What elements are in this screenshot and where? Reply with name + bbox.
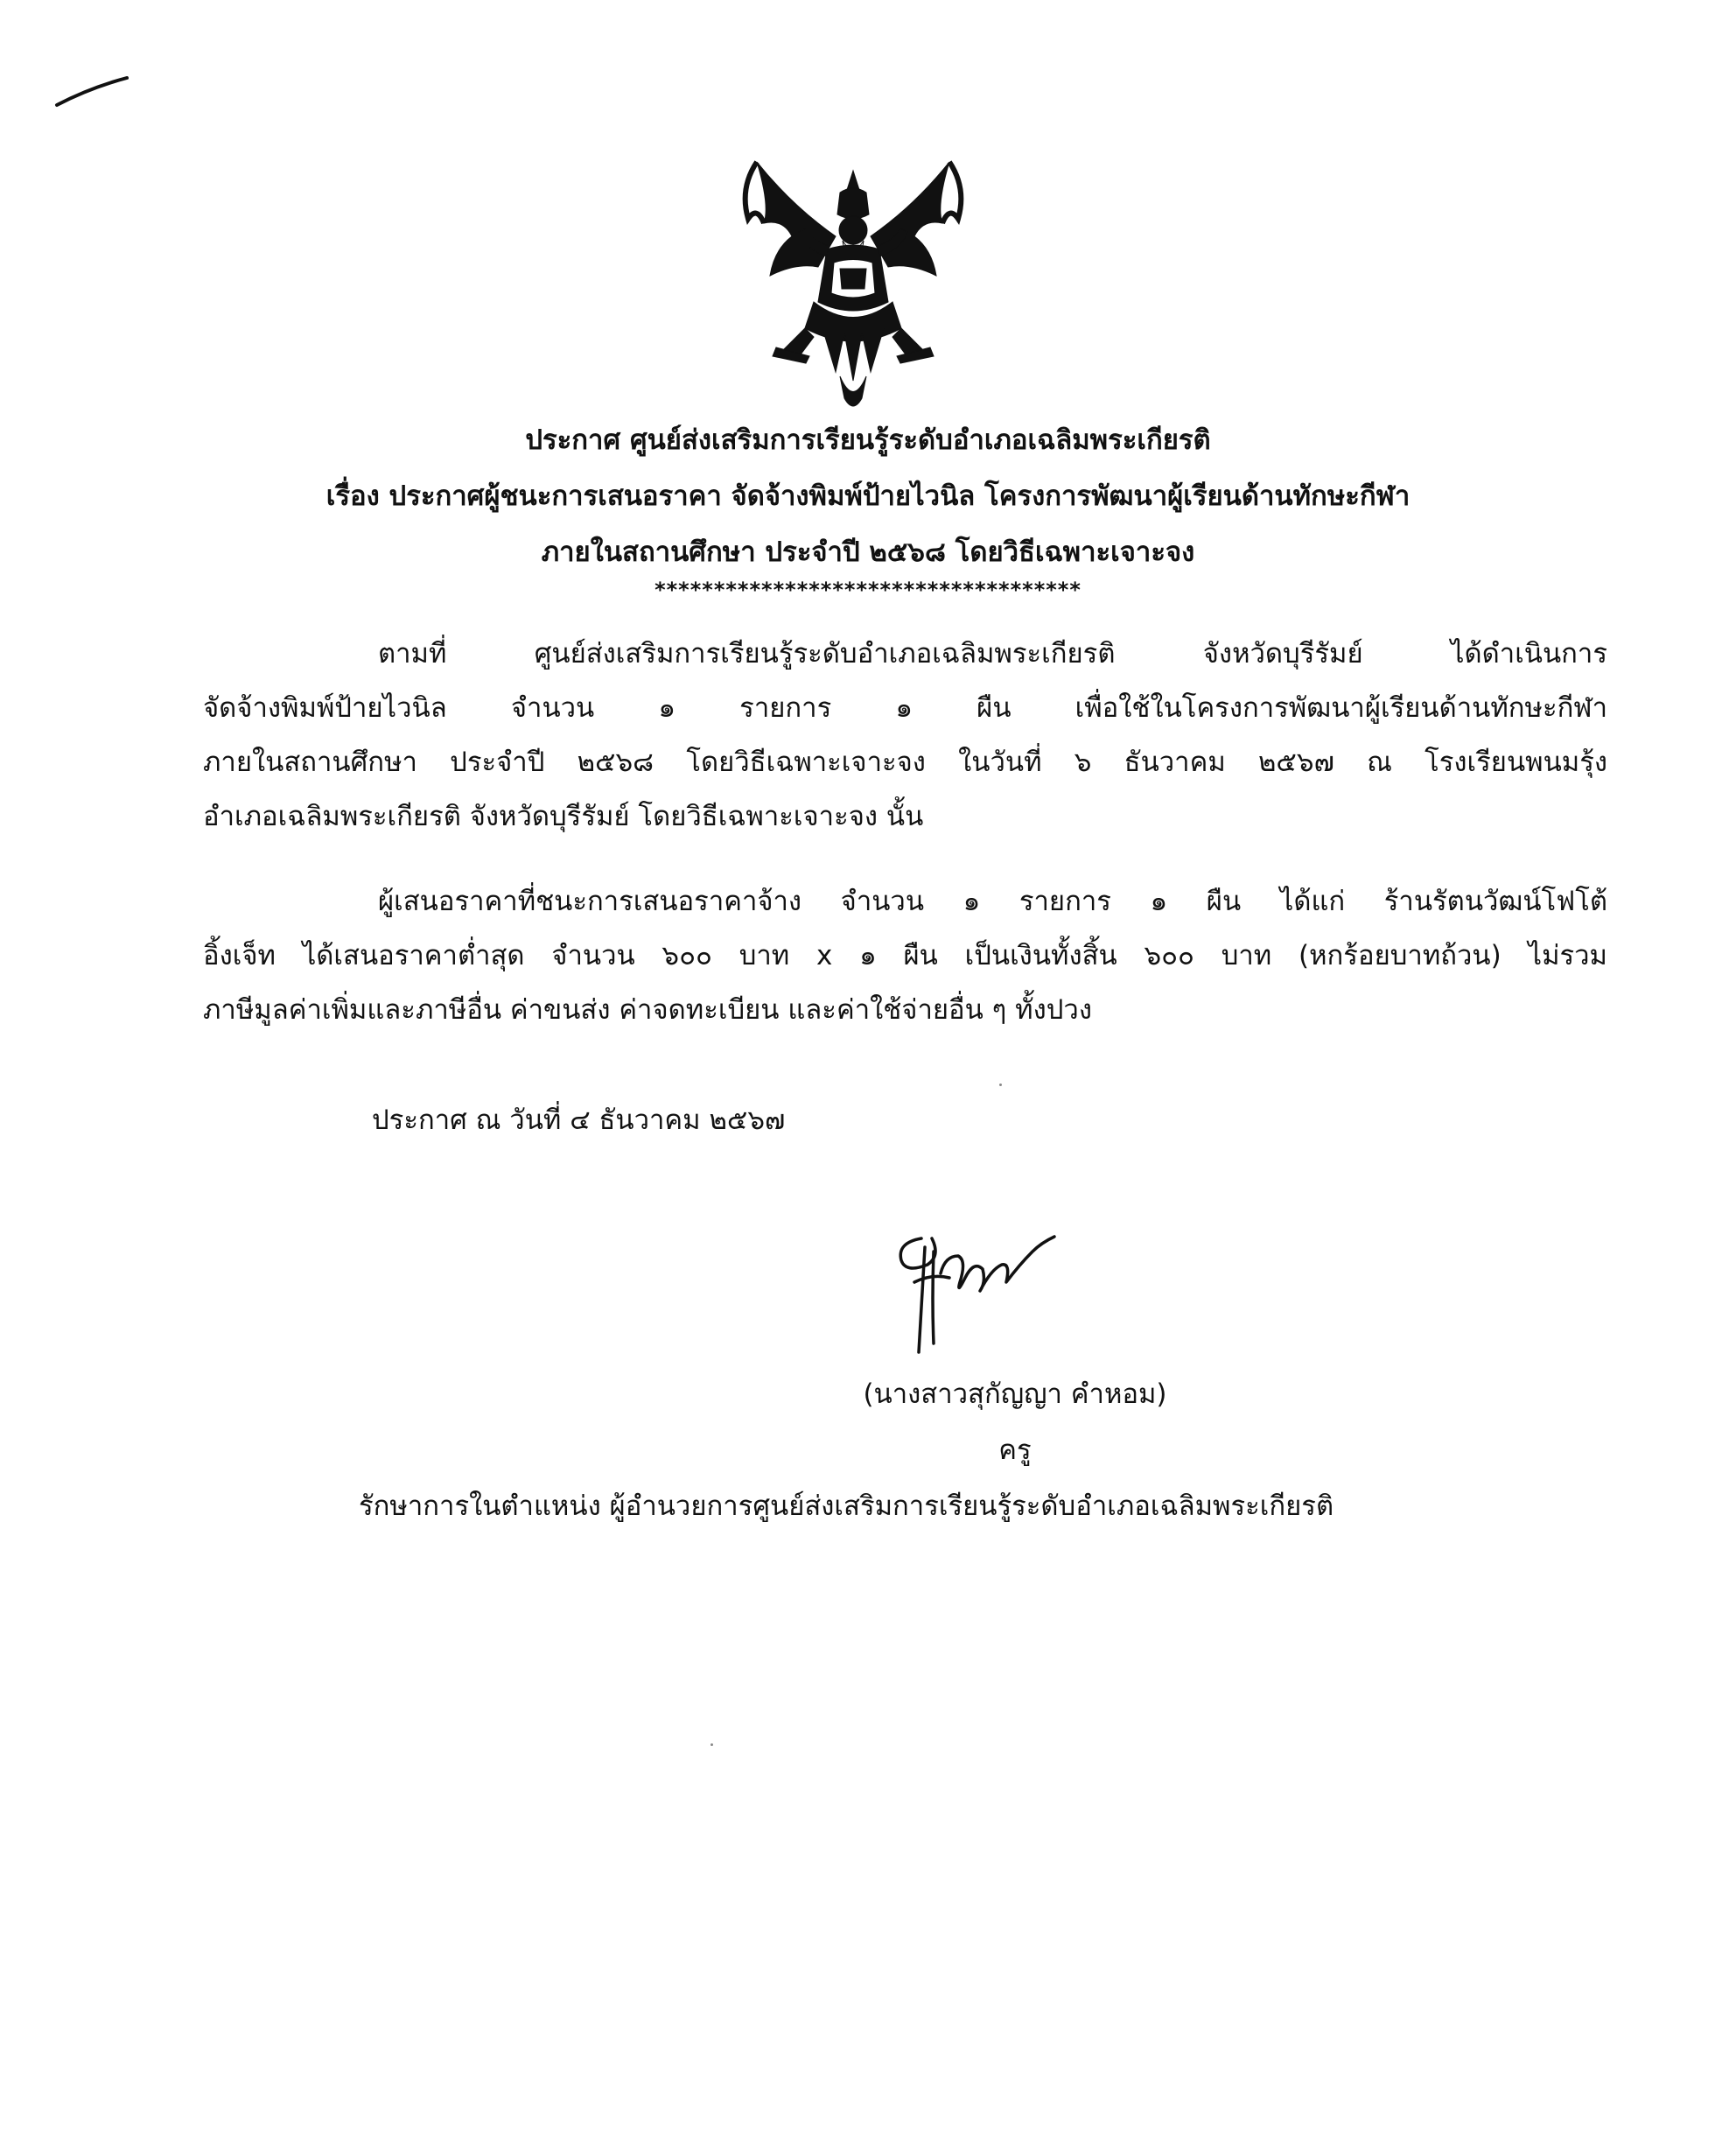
signatory-role: รักษาการในตำแหน่ง ผู้อำนวยการศูนย์ส่งเสริมการเรียนรู้ระดับอำเภอเฉลิมพระเกียรติ bbox=[359, 1490, 1334, 1522]
paragraph-line: ภายในสถานศึกษา ประจำปี ๒๕๖๘ โดยวิธีเฉพาะเจาะจง ในวันที่ ๖ ธันวาคม ๒๕๖๗ ณ โรงเรียนพนมรุ้ง bbox=[203, 747, 1607, 778]
announcement-date: ประกาศ ณ วันที่ ๔ ธันวาคม ๒๕๖๗ bbox=[372, 1105, 786, 1136]
scan-speck bbox=[710, 1743, 713, 1746]
garuda-emblem-icon bbox=[722, 153, 984, 416]
paragraph-winner bbox=[203, 874, 1607, 1037]
announcement-subject: เรื่อง ประกาศผู้ชนะการเสนอราคา จัดจ้างพิมพ์ป้ายไวนิล โครงการพัฒนาผู้เรียนด้านทักษะกีฬา bbox=[326, 480, 1410, 512]
paragraph-line: ผู้เสนอราคาที่ชนะการเสนอราคาจ้าง จำนวน ๑ รายการ ๑ ผืน ได้แก่ ร้านรัตนวัฒน์โฟโต้ bbox=[378, 886, 1607, 917]
paragraph-line: อำเภอเฉลิมพระเกียรติ จังหวัดบุรีรัมย์ โดยวิธีเฉพาะเจาะจง นั้น bbox=[203, 801, 924, 832]
paragraph-line: อิ้งเจ็ท ได้เสนอราคาต่ำสุด จำนวน ๖๐๐ บาท x ๑ ผืน เป็นเงินทั้งสิ้น ๖๐๐ บาท (หกร้อยบาทถ้วน) ไม่รวม bbox=[203, 940, 1607, 971]
paragraph-line: จัดจ้างพิมพ์ป้ายไวนิล จำนวน ๑ รายการ ๑ ผืน เพื่อใช้ในโครงการพัฒนาผู้เรียนด้านทักษะกีฬา bbox=[203, 692, 1607, 724]
separator-stars: ************************************ bbox=[654, 578, 1082, 602]
signatory-name: (นางสาวสุกัญญา คำหอม) bbox=[863, 1378, 1167, 1410]
pen-stroke-mark bbox=[52, 74, 131, 109]
announcement-title: ประกาศ ศูนย์ส่งเสริมการเรียนรู้ระดับอำเภอเฉลิมพระเกียรติ bbox=[525, 424, 1211, 456]
paragraph-background bbox=[203, 627, 1607, 844]
paragraph-line: ภาษีมูลค่าเพิ่มและภาษีอื่น ค่าขนส่ง ค่าจดทะเบียน และค่าใช้จ่ายอื่น ๆ ทั้งปวง bbox=[203, 994, 1092, 1026]
handwritten-signature bbox=[879, 1221, 1063, 1357]
announcement-subject-continued: ภายในสถานศึกษา ประจำปี ๒๕๖๘ โดยวิธีเฉพาะเจาะจง bbox=[541, 537, 1195, 568]
signatory-position: ครู bbox=[998, 1434, 1032, 1466]
paragraph-line: ตามที่ ศูนย์ส่งเสริมการเรียนรู้ระดับอำเภอเฉลิมพระเกียรติ จังหวัดบุรีรัมย์ ได้ดำเนินการ bbox=[378, 638, 1607, 670]
scan-speck bbox=[999, 1084, 1002, 1086]
